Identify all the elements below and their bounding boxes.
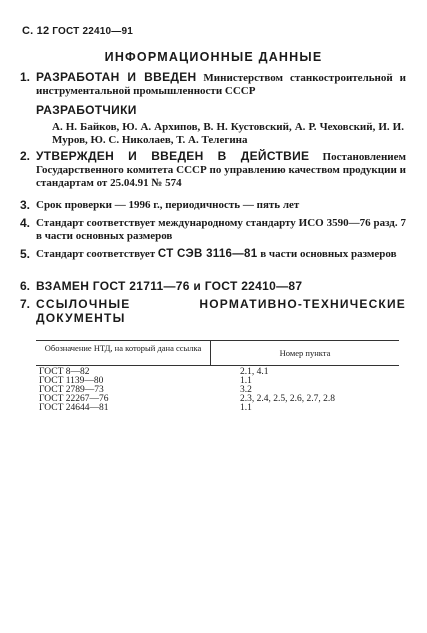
table-cell-designation: ГОСТ 2789—73 — [39, 385, 104, 395]
page-number: С. 12 — [22, 25, 50, 37]
table-cell-clause: 3.2 — [240, 385, 252, 395]
table-cell-clause: 2.1, 4.1 — [240, 367, 269, 377]
item-heading: ВЗАМЕН ГОСТ 21711—76 и ГОСТ 22410—87 — [36, 279, 303, 293]
item-number: 1. — [20, 70, 31, 84]
item-heading: РАЗРАБОТАН И ВВЕДЕН — [36, 70, 197, 84]
table-cell-clause: 1.1 — [240, 376, 252, 386]
table-cell-designation: ГОСТ 22267—76 — [39, 394, 109, 404]
item-heading: УТВЕРЖДЕН И ВВЕДЕН В ДЕЙСТВИЕ — [36, 149, 310, 163]
table-cell-designation: ГОСТ 1139—80 — [39, 376, 104, 386]
item-6 — [20, 279, 406, 294]
item-number: 7. — [20, 297, 31, 311]
item-text-a: Стандарт соответствует — [36, 248, 158, 260]
item-text: Министерством станкостроительной и инструментальной промышленности СССР — [36, 72, 406, 97]
item-4 — [20, 216, 406, 243]
item-1 — [20, 70, 406, 98]
item-number: 3. — [20, 198, 31, 212]
page-title: ИНФОРМАЦИОННЫЕ ДАННЫЕ — [104, 50, 323, 64]
item-3 — [20, 198, 406, 212]
item-number: 2. — [20, 149, 31, 163]
item-number: 4. — [20, 216, 31, 230]
table-body — [39, 368, 399, 413]
item-text: Постановлением Государственного комитета СССР по управлению качеством продукции и стандартам от 25.04.91 № 574 — [36, 151, 406, 189]
table-cell-clause: 2.3, 2.4, 2.5, 2.6, 2.7, 2.8 — [240, 394, 335, 404]
table-row — [39, 404, 399, 413]
standard-designation: ГОСТ 22410—91 — [52, 26, 133, 37]
item-text-b: СТ СЭВ 3116—81 — [157, 248, 258, 260]
table-cell-designation: ГОСТ 8—82 — [39, 367, 90, 377]
page-header — [22, 25, 133, 37]
table-header-clause: Номер пункта — [279, 348, 331, 358]
item-heading: ССЫЛОЧНЫЕ НОРМАТИВНО-ТЕХНИЧЕСКИЕ ДОКУМЕНТЫ — [36, 297, 406, 325]
item-number: 6. — [20, 279, 31, 293]
table-header-rule — [36, 365, 399, 366]
table-top-rule — [36, 340, 399, 341]
developers-names: А. Н. Байков, Ю. А. Архипов, В. Н. Кустовский, А. Р. Чеховский, И. И. Муров, Ю. С. Николаев, Т. А. Телегина — [52, 121, 404, 146]
table-cell-designation: ГОСТ 24644—81 — [39, 403, 109, 413]
item-text: Стандарт соответствует международному стандарту ИСО 3590—76 разд. 7 в части основных размеров — [36, 217, 406, 242]
item-7 — [20, 297, 406, 326]
item-text-c: в части основных размеров — [257, 248, 397, 260]
item-number: 5. — [20, 247, 31, 261]
table-header-designation: Обозначение НТД, на который дана ссылка — [44, 343, 202, 353]
item-text: Срок проверки — 1996 г., периодичность — пять лет — [36, 199, 300, 211]
item-5 — [20, 247, 406, 261]
developers-heading: РАЗРАБОТЧИКИ — [36, 103, 137, 117]
item-2 — [20, 149, 406, 190]
table-cell-clause: 1.1 — [240, 403, 252, 413]
